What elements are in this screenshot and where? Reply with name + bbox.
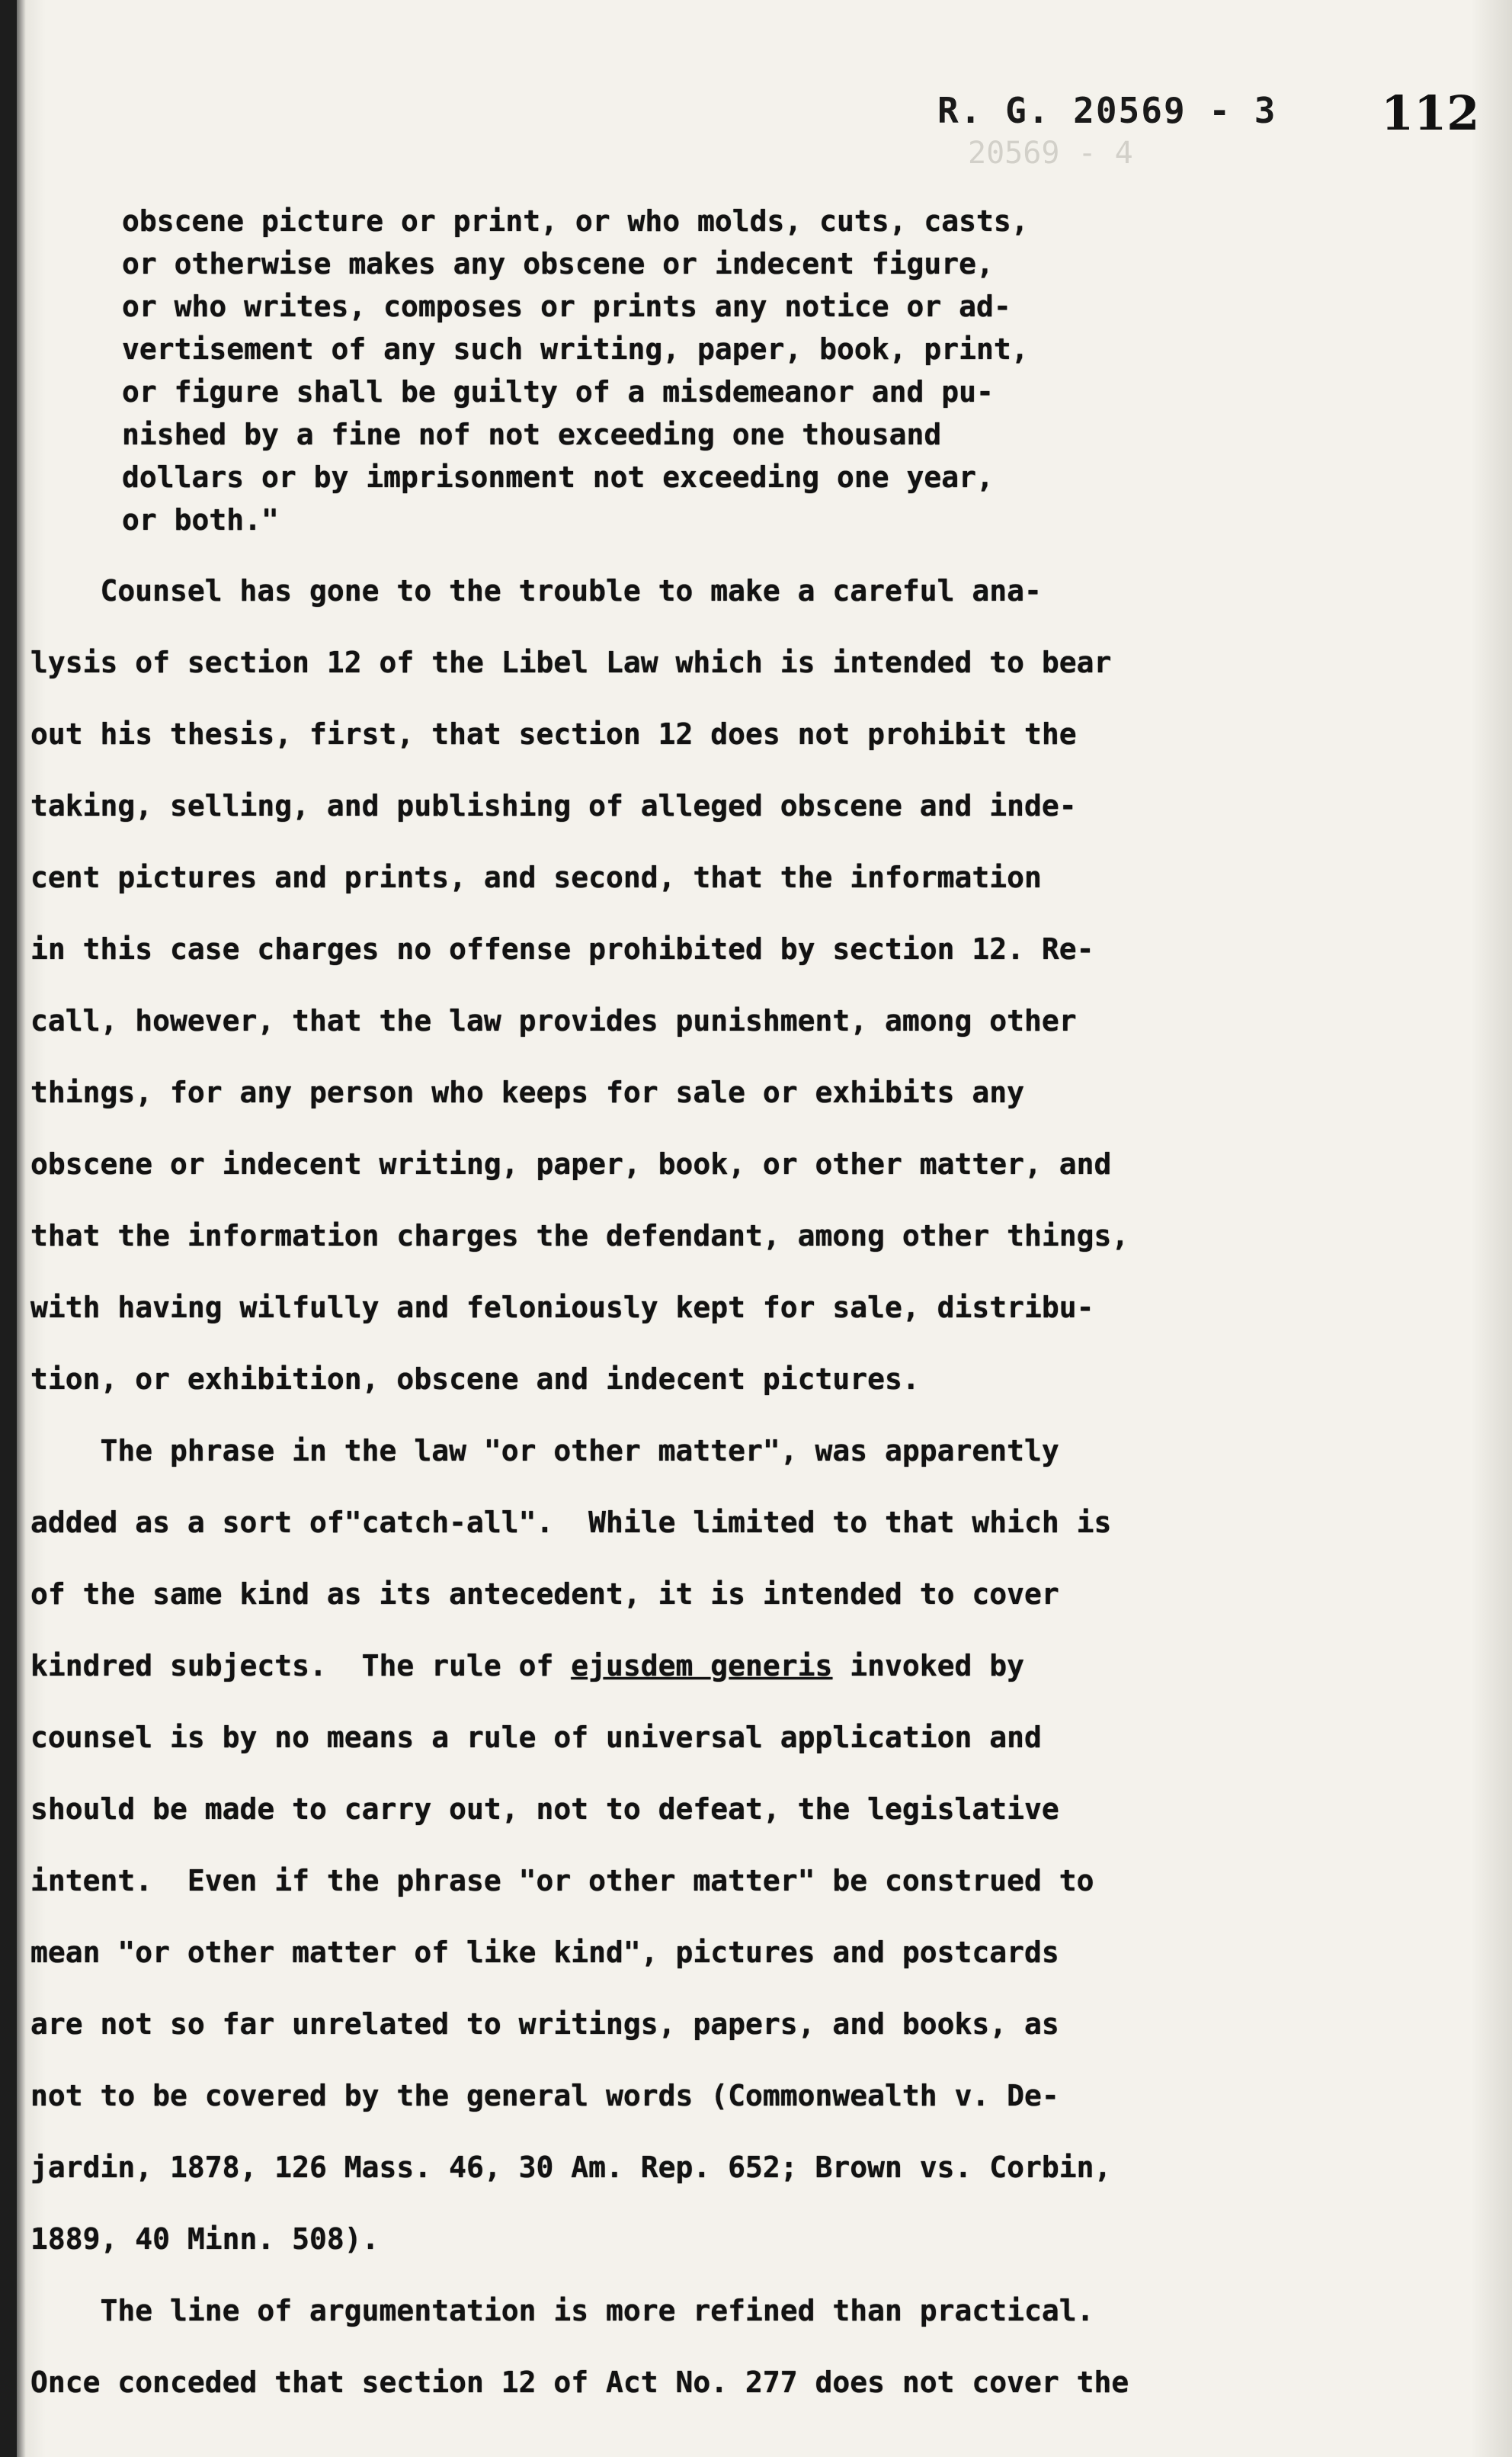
paragraph-1-line: taking, selling, and publishing of alleged obscene and inde- [30,789,1077,823]
text-run: invoked by [832,1649,1025,1682]
paragraph-1-line: obscene or indecent writing, paper, book, or other matter, and [30,1147,1112,1181]
paragraph-2-line: intent. Even if the phrase "or other matter" be construed to [30,1864,1094,1897]
quote-line: or who writes, composes or prints any notice or ad- [122,290,1011,323]
paragraph-2-line: jardin, 1878, 126 Mass. 46, 30 Am. Rep. 652; Brown vs. Corbin, [30,2151,1112,2184]
paragraph-2-line: are not so far unrelated to writings, papers, and books, as [30,2007,1059,2041]
paragraph-2-line [30,1630,1478,1702]
quote-line: nished by a fine nof not exceeding one thousand [122,418,942,451]
paragraph-2-line: counsel is by no means a rule of universal application and [30,1721,1042,1754]
paragraph-1-line: things, for any person who keeps for sale or exhibits any [30,1076,1025,1109]
paragraph-2-line: mean "or other matter of like kind", pictures and postcards [30,1936,1059,1969]
quote-line: obscene picture or print, or who molds, cuts, casts, [122,204,1029,238]
paragraph-1 [30,555,1478,1415]
text-run: kindred subjects. The rule of [30,1649,572,1682]
scan-edge [0,0,17,2457]
paragraph-1-line: that the information charges the defendant, among other things, [30,1219,1129,1253]
paragraph-3-line: The line of argumentation is more refined than practical. [30,2294,1094,2327]
paragraph-2-line: of the same kind as its antecedent, it is intended to cover [30,1577,1059,1611]
bleedthrough-header: 20569 - 4 [968,136,1133,171]
paragraph-1-line: tion, or exhibition, obscene and indecent pictures. [30,1362,920,1396]
paragraph-1-line: call, however, that the law provides punishment, among other [30,1004,1077,1038]
quote-line: or figure shall be guilty of a misdemeanor and pu- [122,375,994,409]
paragraph-3 [30,2275,1478,2418]
paragraph-1-line: lysis of section 12 of the Libel Law which is intended to bear [30,646,1112,679]
page-number: 112 [1381,85,1480,141]
document-reference: R. G. 20569 - 3 [937,90,1277,131]
paragraph-2-line: added as a sort of"catch-all". While limited to that which is [30,1506,1112,1539]
quote-line: or both." [122,503,279,537]
document-body [30,200,1478,2418]
paragraph-1-line: with having wilfully and feloniously kept for sale, distribu- [30,1291,1094,1324]
paragraph-3-line: Once conceded that section 12 of Act No. 277 does not cover the [30,2366,1129,2399]
paragraph-2-line: not to be covered by the general words (Commonwealth v. De- [30,2079,1059,2112]
quoted-statute [30,200,1478,541]
paragraph-2 [30,1415,1478,2275]
latin-term: ejusdem generis [571,1649,833,1682]
quote-line: vertisement of any such writing, paper, book, print, [122,332,1029,366]
paragraph-1-line: out his thesis, first, that section 12 does not prohibit the [30,717,1077,751]
quote-line: or otherwise makes any obscene or indecent figure, [122,247,994,281]
paragraph-1-line: in this case charges no offense prohibited by section 12. Re- [30,932,1094,966]
paragraph-2-line: should be made to carry out, not to defeat, the legislative [30,1792,1059,1826]
paragraph-1-line: cent pictures and prints, and second, that the information [30,861,1042,894]
paragraph-2-line: 1889, 40 Minn. 508). [30,2222,380,2256]
quote-line: dollars or by imprisonment not exceeding one year, [122,460,994,494]
paragraph-2-line: The phrase in the law "or other matter", was apparently [30,1434,1059,1467]
paragraph-1-line: Counsel has gone to the trouble to make a careful ana- [30,574,1042,608]
